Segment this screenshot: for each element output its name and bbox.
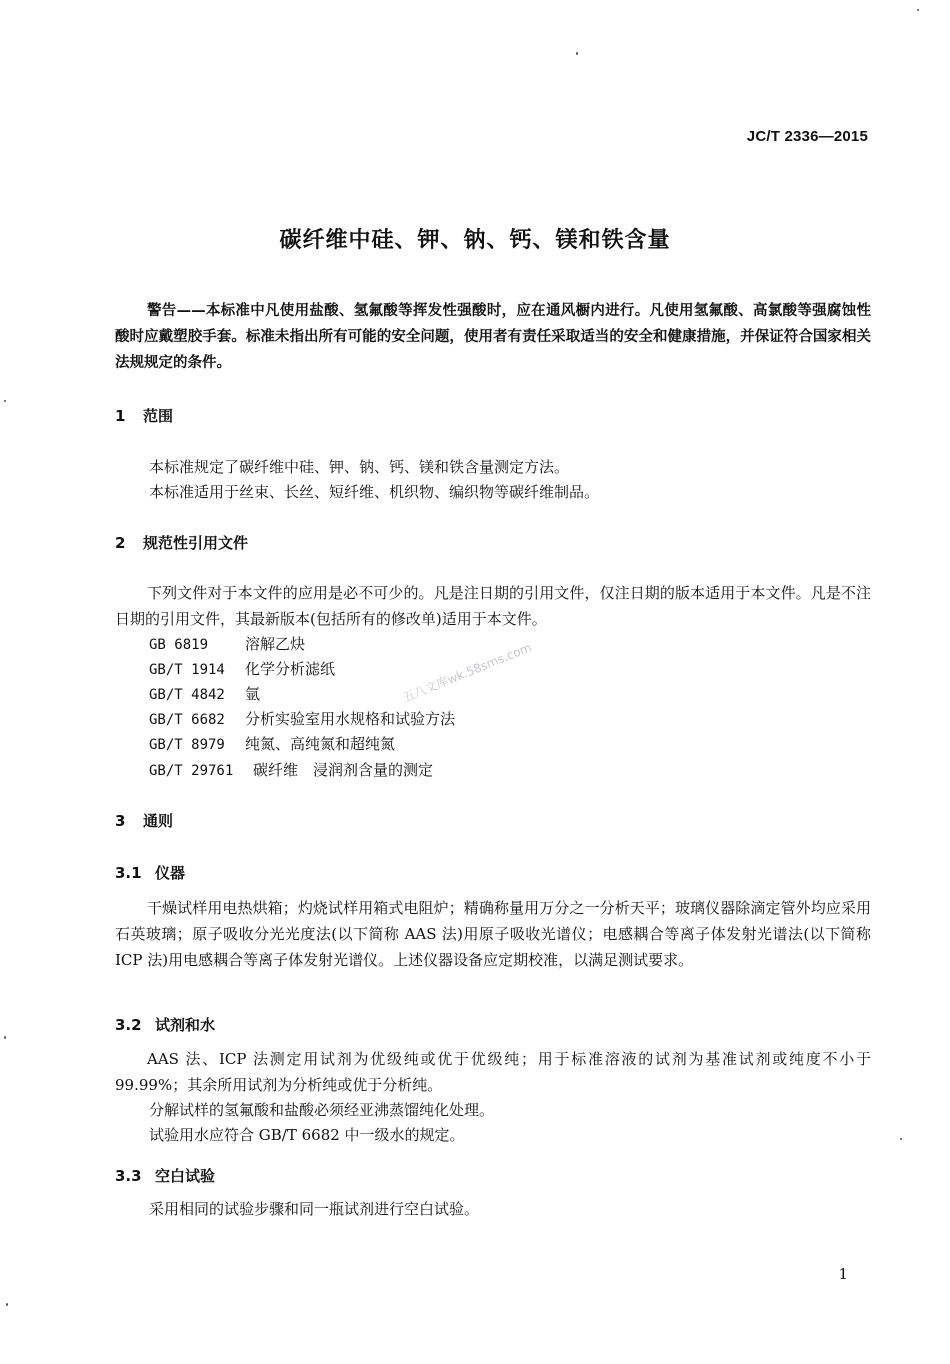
reference-code: GB 6819	[149, 637, 209, 653]
document-title: 碳纤维中硅、钾、钠、钙、镁和铁含量	[279, 228, 671, 253]
reference-code: GB/T 4842	[149, 687, 225, 703]
reference-item	[149, 633, 305, 654]
reference-code: GB/T 8979	[149, 737, 225, 753]
reference-name: 碳纤维 浸润剂含量的测定	[253, 761, 434, 779]
section-title: 规范性引用文件	[143, 534, 249, 552]
scan-speck	[900, 1138, 902, 1140]
subsection-title: 空白试验	[155, 1167, 216, 1185]
section-heading	[115, 532, 248, 553]
standard-code: JC/T 2336—2015	[746, 128, 868, 145]
section-number: 3	[115, 812, 126, 830]
section-title: 通则	[143, 812, 174, 830]
section-heading	[115, 405, 173, 426]
subsection-heading	[115, 1014, 215, 1035]
section-number: 2	[115, 534, 126, 552]
reference-name: 分析实验室用水规格和试验方法	[245, 710, 456, 728]
reference-code: GB/T 29761	[149, 763, 234, 779]
subsection-number: 3.2	[115, 1016, 142, 1034]
reference-name: 化学分析滤纸	[245, 660, 336, 678]
safety-warning: 警告——本标准中凡使用盐酸、氢氟酸等挥发性强酸时，应在通风橱内进行。凡使用氢氟酸、高氯酸等强腐蚀性酸时应戴塑胶手套。标准未指出所有可能的安全问题，使用者有责任采取适当的安全和健康措施，并保证符合国家相关法规规定的条件。	[115, 303, 871, 371]
reference-code: GB/T 1914	[149, 662, 225, 678]
scan-speck	[4, 1036, 6, 1039]
subsection-heading	[115, 1165, 215, 1186]
paragraph: 采用相同的试验步骤和同一瓶试剂进行空白试验。	[149, 1200, 480, 1218]
paragraph: 本标准适用于丝束、长丝、短纤维、机织物、编织物等碳纤维制品。	[149, 483, 600, 501]
reference-code: GB/T 6682	[149, 712, 225, 728]
reference-item	[149, 733, 395, 754]
section-title: 范围	[143, 407, 174, 425]
paragraph: 干燥试样用电热烘箱；灼烧试样用箱式电阻炉；精确称量用万分之一分析天平；玻璃仪器除滴定管外均应采用石英玻璃；原子吸收分光光度法(以下简称 AAS 法)用原子吸收光谱仪；电感耦合等离子体发射光谱法(以下简称 ICP 法)用电感耦合等离子体发射光谱仪。上述仪器设备应定期校准，以满足测试要求。	[115, 899, 871, 969]
watermark: 五八文库wk.58sms.com	[400, 640, 534, 705]
paragraph: 分解试样的氢氟酸和盐酸必须经亚沸蒸馏纯化处理。	[149, 1101, 495, 1119]
scan-speck	[4, 400, 6, 402]
subsection-title: 试剂和水	[155, 1016, 216, 1034]
reference-item	[149, 759, 433, 780]
paragraph: AAS 法、ICP 法测定用试剂为优级纯或优于优级纯；用于标准溶液的试剂为基准试剂或纯度不小于99.99%；其余所用试剂为分析纯或优于分析纯。	[115, 1050, 871, 1094]
reference-item	[149, 658, 335, 679]
section-number: 1	[115, 407, 126, 425]
subsection-title: 仪器	[155, 864, 186, 882]
paragraph: 下列文件对于本文件的应用是必不可少的。凡是注日期的引用文件，仅注日期的版本适用于本文件。凡是不注日期的引用文件，其最新版本(包括所有的修改单)适用于本文件。	[115, 584, 871, 628]
paragraph: 本标准规定了碳纤维中硅、钾、钠、钙、镁和铁含量测定方法。	[149, 458, 570, 476]
section-heading	[115, 810, 173, 831]
reference-name: 纯氮、高纯氮和超纯氮	[245, 735, 396, 753]
scan-speck	[6, 1303, 8, 1306]
paragraph: 试验用水应符合 GB/T 6682 中一级水的规定。	[149, 1126, 465, 1144]
page-number: 1	[838, 1265, 848, 1283]
scan-speck	[917, 9, 919, 11]
subsection-heading	[115, 862, 185, 883]
reference-name: 溶解乙炔	[245, 635, 306, 653]
reference-item	[149, 683, 260, 704]
reference-name: 氩	[245, 685, 261, 703]
subsection-number: 3.3	[115, 1167, 142, 1185]
scan-speck	[576, 52, 578, 55]
subsection-number: 3.1	[115, 864, 142, 882]
reference-item	[149, 708, 455, 729]
